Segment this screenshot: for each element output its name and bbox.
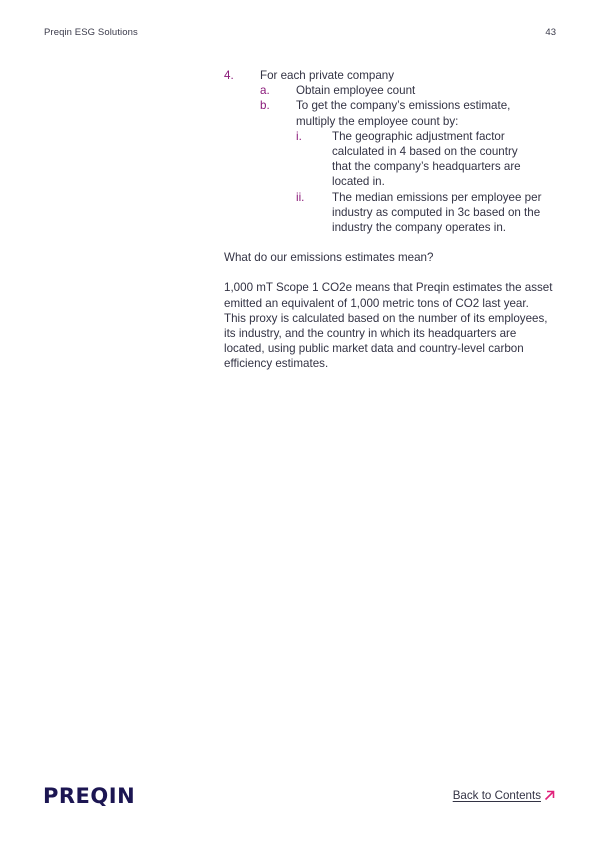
header-title: Preqin ESG Solutions (44, 27, 138, 38)
step-4 (224, 68, 564, 83)
back-link-label: Back to Contents (452, 789, 541, 802)
answer-paragraph (224, 280, 564, 371)
step-4b-ii (296, 190, 564, 236)
step-4b-i (296, 129, 564, 190)
line: industry as computed in 3c based on the (332, 205, 541, 219)
step-roman: i. (296, 129, 302, 143)
step-roman: ii. (296, 190, 305, 204)
line: The median emissions per employee per (332, 190, 542, 204)
line: efficiency estimates. (224, 357, 329, 371)
step-text (332, 190, 541, 236)
line: located in. (332, 175, 385, 189)
main-content (224, 68, 564, 372)
line: emitted an equivalent of 1,000 metric tons of CO2 last year. (224, 296, 529, 310)
preqin-logo: PREQIN (43, 784, 136, 808)
step-text: For each private company (260, 69, 395, 82)
step-text (296, 98, 510, 128)
line: The geographic adjustment factor (332, 129, 505, 143)
step-4a (260, 83, 564, 98)
line: 1,000 mT Scope 1 CO2e means that Preqin estimates the asset (224, 281, 553, 295)
line: calculated in 4 based on the country (332, 145, 518, 159)
line: This proxy is calculated based on the number of its employees, (224, 311, 548, 325)
question-heading: What do our emissions estimates mean? (224, 251, 434, 265)
step-4b (260, 98, 564, 128)
line: multiply the employee count by: (296, 114, 459, 128)
line: located, using public market data and country-level carbon (224, 342, 524, 356)
page-number: 43 (545, 27, 556, 38)
line: To get the company’s emissions estimate, (296, 99, 511, 113)
line: industry the company operates in. (332, 221, 507, 235)
step-text (332, 129, 521, 190)
line: its industry, and the country in which its headquarters are (224, 327, 517, 341)
back-to-contents-link[interactable] (453, 789, 555, 802)
step-text: Obtain employee count (296, 84, 416, 98)
step-number: 4. (224, 69, 234, 82)
arrow-up-right-icon (544, 790, 555, 801)
step-letter: b. (260, 99, 270, 113)
line: that the company’s headquarters are (332, 160, 521, 174)
step-letter: a. (260, 84, 270, 98)
